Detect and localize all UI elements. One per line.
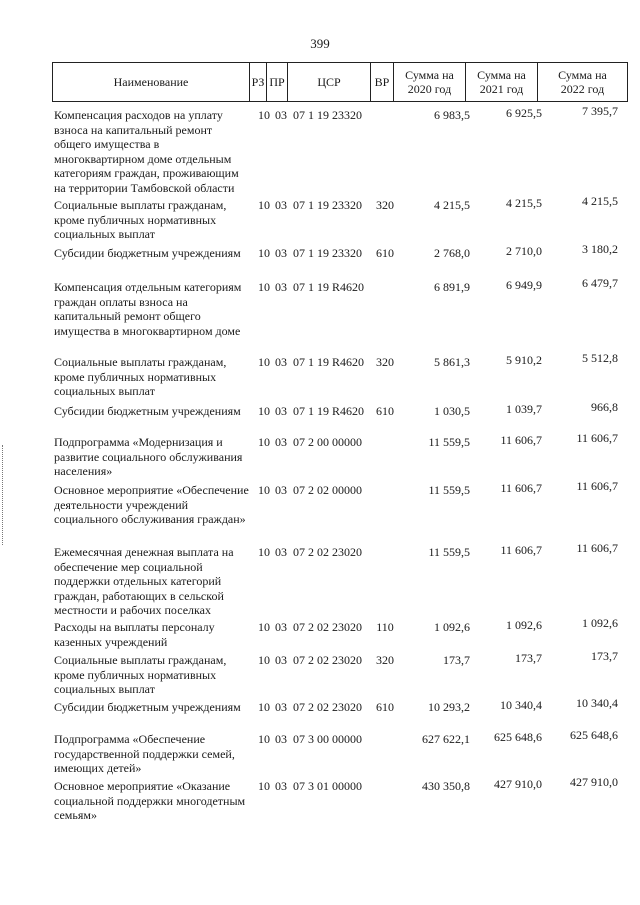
row-csr: 07 2 02 00000 [293, 483, 362, 497]
row-name: Субсидии бюджетным учреждениям [54, 246, 241, 260]
row-sum-2022: 625 648,6 [570, 728, 618, 742]
row-csr: 07 1 19 R4620 [293, 280, 365, 294]
row-rz: 10 [258, 620, 270, 634]
row-sum-2022: 10 340,4 [576, 696, 618, 710]
row-csr: 07 3 00 00000 [293, 732, 362, 746]
row-csr: 07 1 19 R4620 [293, 404, 365, 418]
header-sum-2022-line2: 2022 год [560, 82, 605, 96]
row-vr: 610 [376, 404, 394, 418]
row-pr: 03 [275, 545, 287, 559]
row-sum-2020: 2 768,0 [434, 246, 470, 260]
row-sum-2021: 1 039,7 [506, 402, 542, 416]
row-csr: 07 1 19 23320 [293, 108, 362, 122]
row-sum-2021: 5 910,2 [506, 353, 542, 367]
page-number: 399 [310, 36, 330, 51]
row-name: Компенсация расходов на уплату взноса на капитальный ремонт общего имущества в многоквартирном доме отдельным категориям граждан, проживающим на территории Тамбовской области [54, 108, 239, 195]
row-sum-2022: 1 092,6 [582, 616, 618, 630]
header-sum-2021-line1: Сумма на [477, 68, 526, 82]
header-sum-2020-line1: Сумма на [405, 68, 454, 82]
row-csr: 07 2 02 23020 [293, 545, 362, 559]
row-pr: 03 [275, 280, 287, 294]
row-rz: 10 [258, 435, 270, 449]
row-vr: 320 [376, 653, 394, 667]
row-sum-2022: 427 910,0 [570, 775, 618, 789]
row-sum-2022: 4 215,5 [582, 194, 618, 208]
row-pr: 03 [275, 198, 287, 212]
row-rz: 10 [258, 355, 270, 369]
row-rz: 10 [258, 545, 270, 559]
row-vr: 110 [376, 620, 394, 634]
row-rz: 10 [258, 404, 270, 418]
row-pr: 03 [275, 700, 287, 714]
row-sum-2021: 10 340,4 [500, 698, 542, 712]
row-sum-2020: 627 622,1 [422, 732, 470, 746]
row-sum-2020: 11 559,5 [428, 483, 470, 497]
row-sum-2022: 5 512,8 [582, 351, 618, 365]
row-name: Основное мероприятие «Оказание социальной поддержки многодетным семьям» [54, 779, 246, 822]
row-csr: 07 3 01 00000 [293, 779, 362, 793]
row-pr: 03 [275, 108, 287, 122]
row-sum-2020: 430 350,8 [422, 779, 470, 793]
row-pr: 03 [275, 653, 287, 667]
row-sum-2020: 11 559,5 [428, 545, 470, 559]
row-sum-2021: 173,7 [515, 651, 542, 665]
row-sum-2021: 11 606,7 [500, 543, 542, 557]
row-sum-2022: 11 606,7 [576, 431, 618, 445]
row-sum-2020: 1 030,5 [434, 404, 470, 418]
row-rz: 10 [258, 779, 270, 793]
row-sum-2020: 5 861,3 [434, 355, 470, 369]
row-sum-2022: 966,8 [591, 400, 618, 414]
row-vr: 320 [376, 355, 394, 369]
row-name: Подпрограмма «Обеспечение государственной поддержки семей, имеющих детей» [54, 732, 235, 775]
row-name: Подпрограмма «Модернизация и развитие социального обслуживания населения» [54, 435, 243, 478]
row-csr: 07 1 19 23320 [293, 246, 362, 260]
row-pr: 03 [275, 620, 287, 634]
row-rz: 10 [258, 700, 270, 714]
row-rz: 10 [258, 108, 270, 122]
row-sum-2021: 427 910,0 [494, 777, 542, 791]
row-rz: 10 [258, 246, 270, 260]
row-pr: 03 [275, 435, 287, 449]
row-sum-2020: 6 891,9 [434, 280, 470, 294]
row-csr: 07 2 02 23020 [293, 653, 362, 667]
row-rz: 10 [258, 653, 270, 667]
row-sum-2022: 3 180,2 [582, 242, 618, 256]
header-sum-2022-line1: Сумма на [558, 68, 607, 82]
row-sum-2022: 11 606,7 [576, 541, 618, 555]
header-csr: ЦСР [287, 62, 371, 102]
row-csr: 07 2 00 00000 [293, 435, 362, 449]
row-sum-2022: 11 606,7 [576, 479, 618, 493]
header-pr: ПР [266, 62, 288, 102]
row-pr: 03 [275, 779, 287, 793]
row-name: Компенсация отдельным категориям граждан оплаты взноса на капитальный ремонт общего имущества в многоквартирном доме [54, 280, 242, 338]
row-csr: 07 1 19 23320 [293, 198, 362, 212]
row-name: Ежемесячная денежная выплата на обеспечение мер социальной поддержки отдельных категорий граждан, работающих в сельской местности и рабочих поселках [54, 545, 234, 617]
row-rz: 10 [258, 483, 270, 497]
header-name: Наименование [52, 62, 250, 102]
row-pr: 03 [275, 732, 287, 746]
row-sum-2022: 173,7 [591, 649, 618, 663]
row-pr: 03 [275, 483, 287, 497]
row-sum-2020: 173,7 [443, 653, 470, 667]
row-rz: 10 [258, 280, 270, 294]
row-name: Субсидии бюджетным учреждениям [54, 700, 241, 714]
row-name: Основное мероприятие «Обеспечение деятельности учреждений социального обслуживания граждан» [54, 483, 249, 526]
row-sum-2021: 1 092,6 [506, 618, 542, 632]
header-rz: РЗ [249, 62, 267, 102]
row-sum-2020: 10 293,2 [428, 700, 470, 714]
row-sum-2021: 6 949,9 [506, 278, 542, 292]
row-sum-2021: 11 606,7 [500, 433, 542, 447]
row-csr: 07 1 19 R4620 [293, 355, 365, 369]
row-vr: 610 [376, 700, 394, 714]
row-sum-2020: 4 215,5 [434, 198, 470, 212]
row-sum-2021: 11 606,7 [500, 481, 542, 495]
row-name: Социальные выплаты гражданам, кроме публичных нормативных социальных выплат [54, 355, 227, 398]
row-rz: 10 [258, 198, 270, 212]
row-vr: 610 [376, 246, 394, 260]
row-csr: 07 2 02 23020 [293, 700, 362, 714]
row-sum-2021: 625 648,6 [494, 730, 542, 744]
header-sum-2021-line2: 2021 год [479, 82, 524, 96]
row-pr: 03 [275, 355, 287, 369]
header-sum-2020-line2: 2020 год [407, 82, 452, 96]
row-pr: 03 [275, 246, 287, 260]
row-sum-2020: 6 983,5 [434, 108, 470, 122]
row-name: Субсидии бюджетным учреждениям [54, 404, 241, 418]
row-vr: 320 [376, 198, 394, 212]
row-name: Расходы на выплаты персоналу казенных учреждений [54, 620, 215, 649]
row-pr: 03 [275, 404, 287, 418]
row-name: Социальные выплаты гражданам, кроме публичных нормативных социальных выплат [54, 198, 227, 241]
row-rz: 10 [258, 732, 270, 746]
row-sum-2020: 11 559,5 [428, 435, 470, 449]
row-csr: 07 2 02 23020 [293, 620, 362, 634]
row-sum-2021: 6 925,5 [506, 106, 542, 120]
row-sum-2022: 6 479,7 [582, 276, 618, 290]
row-sum-2021: 4 215,5 [506, 196, 542, 210]
row-name: Социальные выплаты гражданам, кроме публичных нормативных социальных выплат [54, 653, 227, 696]
row-sum-2020: 1 092,6 [434, 620, 470, 634]
row-sum-2021: 2 710,0 [506, 244, 542, 258]
row-sum-2022: 7 395,7 [582, 104, 618, 118]
header-vr: ВР [370, 62, 394, 102]
